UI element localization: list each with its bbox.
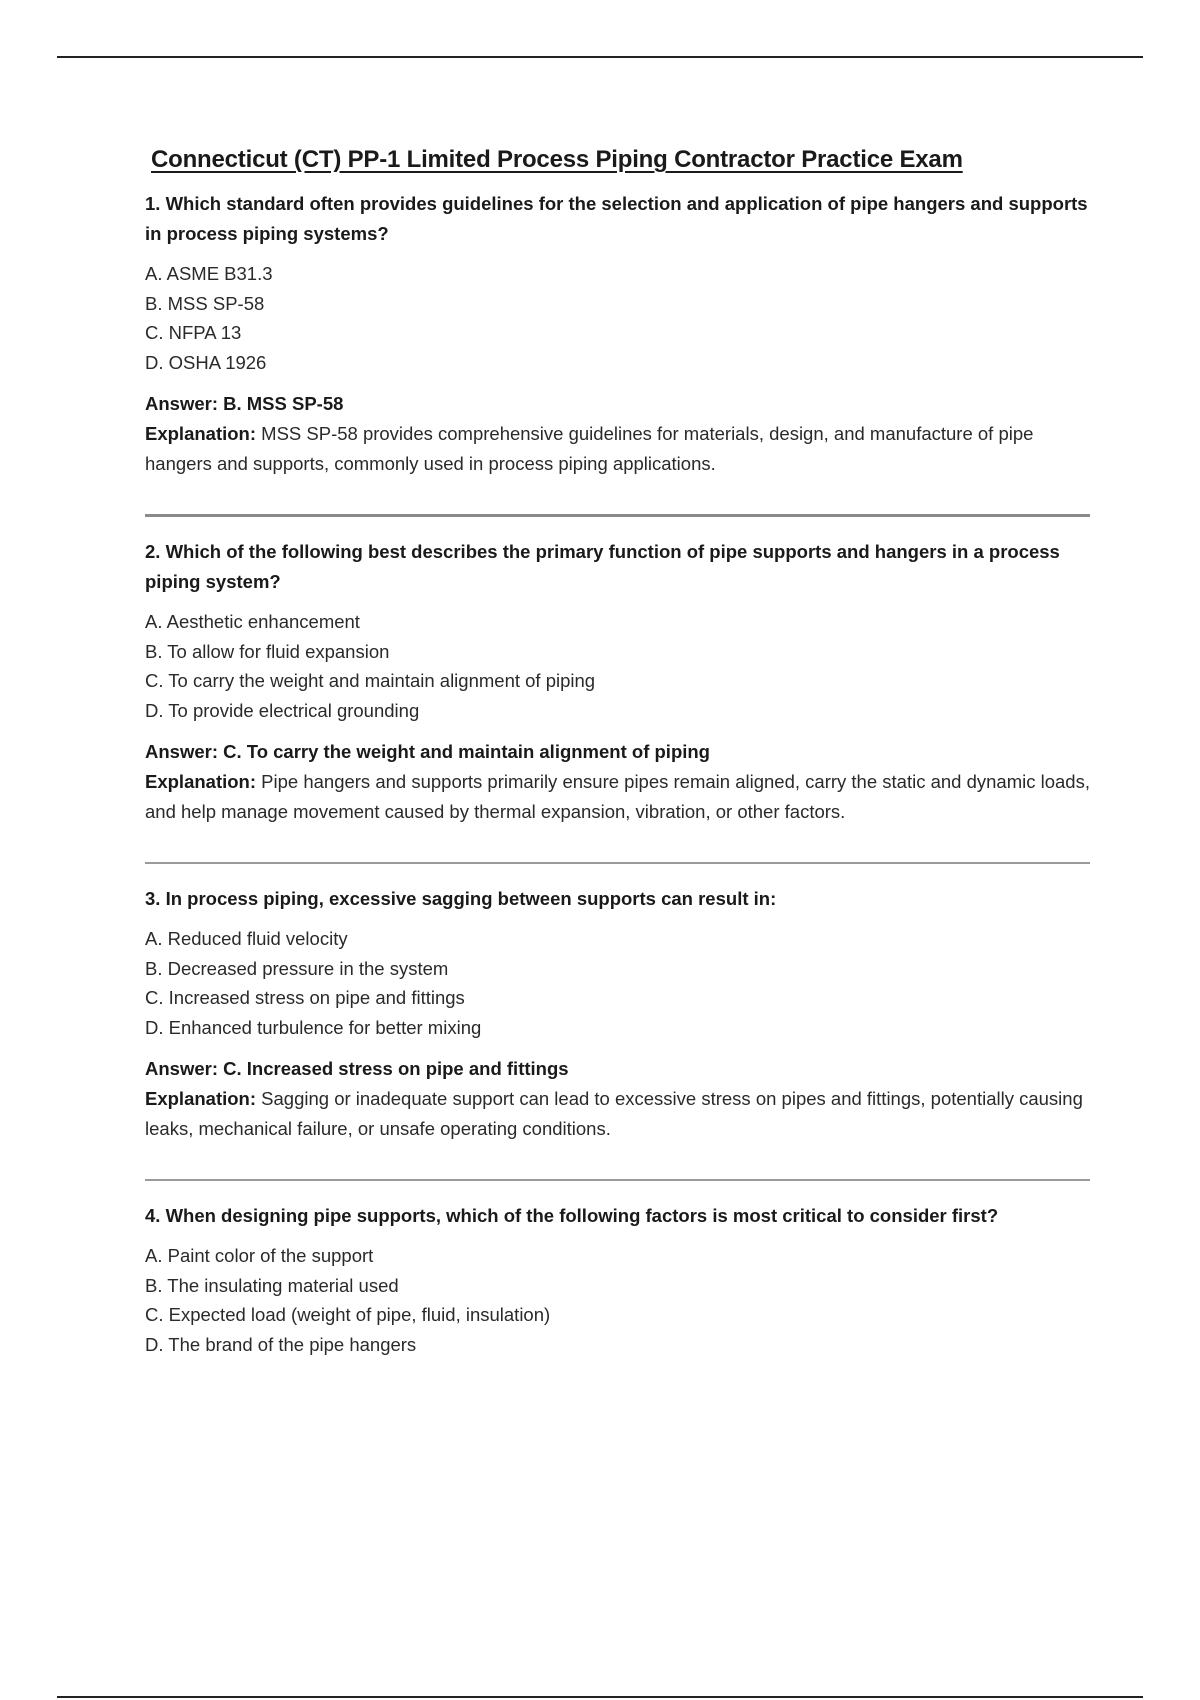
explanation-text: MSS SP-58 provides comprehensive guidelines for materials, design, and manufacture of pipe hangers and supports, commonly used in process piping applications.: [145, 423, 1034, 474]
question-1: [145, 189, 1090, 478]
option-c: C. Increased stress on pipe and fittings: [145, 987, 465, 1008]
option-b: B. The insulating material used: [145, 1274, 399, 1296]
option-a: A. Reduced fluid velocity: [145, 928, 348, 949]
option-a: A. Aesthetic enhancement: [145, 611, 360, 632]
options-list: [145, 259, 1090, 377]
separator: [145, 514, 1090, 517]
question-2: [145, 537, 1090, 826]
option-d: D. To provide electrical grounding: [145, 699, 420, 721]
explanation-label: Explanation:: [145, 1088, 257, 1109]
question-3: [145, 884, 1090, 1143]
options-list: [145, 1241, 1090, 1359]
answer: Answer: C. To carry the weight and maintain alignment of piping: [145, 741, 710, 762]
option-c: C. Expected load (weight of pipe, fluid, insulation): [145, 1304, 551, 1325]
option-d: D. OSHA 1926: [145, 351, 267, 373]
option-b: B. Decreased pressure in the system: [145, 957, 449, 979]
question-text: 1. Which standard often provides guidelines for the selection and application of pipe hangers and supports in process piping systems?: [145, 193, 1088, 244]
option-a: A. ASME B31.3: [145, 263, 273, 284]
answer: Answer: B. MSS SP-58: [145, 393, 344, 414]
page-title: Connecticut (CT) PP-1 Limited Process Piping Contractor Practice Exam: [151, 146, 963, 173]
option-b: B. MSS SP-58: [145, 292, 265, 314]
explanation: [145, 767, 1090, 826]
question-text: 4. When designing pipe supports, which of the following factors is most critical to consider first?: [145, 1205, 999, 1226]
explanation-text: Pipe hangers and supports primarily ensure pipes remain aligned, carry the static and dynamic loads, and help manage movement caused by thermal expansion, vibration, or other factors.: [145, 771, 1090, 822]
answer: Answer: C. Increased stress on pipe and fittings: [145, 1058, 569, 1079]
explanation: [145, 1084, 1090, 1143]
exam-document: [145, 143, 1090, 1359]
separator: [145, 862, 1090, 864]
options-list: [145, 924, 1090, 1042]
explanation-label: Explanation:: [145, 423, 257, 444]
explanation-label: Explanation:: [145, 771, 257, 792]
option-b: B. To allow for fluid expansion: [145, 640, 390, 662]
option-c: C. To carry the weight and maintain alignment of piping: [145, 670, 596, 691]
separator: [145, 1179, 1090, 1181]
question-text: 3. In process piping, excessive sagging between supports can result in:: [145, 888, 777, 909]
explanation: [145, 419, 1090, 478]
explanation-text: Sagging or inadequate support can lead to excessive stress on pipes and fittings, potentially causing leaks, mechanical failure, or unsafe operating conditions.: [145, 1088, 1083, 1139]
option-d: D. Enhanced turbulence for better mixing: [145, 1016, 482, 1038]
option-a: A. Paint color of the support: [145, 1245, 374, 1266]
option-d: D. The brand of the pipe hangers: [145, 1333, 417, 1355]
question-4: [145, 1201, 1090, 1359]
top-rule: [57, 56, 1143, 58]
option-c: C. NFPA 13: [145, 322, 242, 343]
bottom-rule: [57, 1696, 1143, 1698]
options-list: [145, 607, 1090, 725]
question-text: 2. Which of the following best describes the primary function of pipe supports and hangers in a process piping system?: [145, 541, 1060, 592]
